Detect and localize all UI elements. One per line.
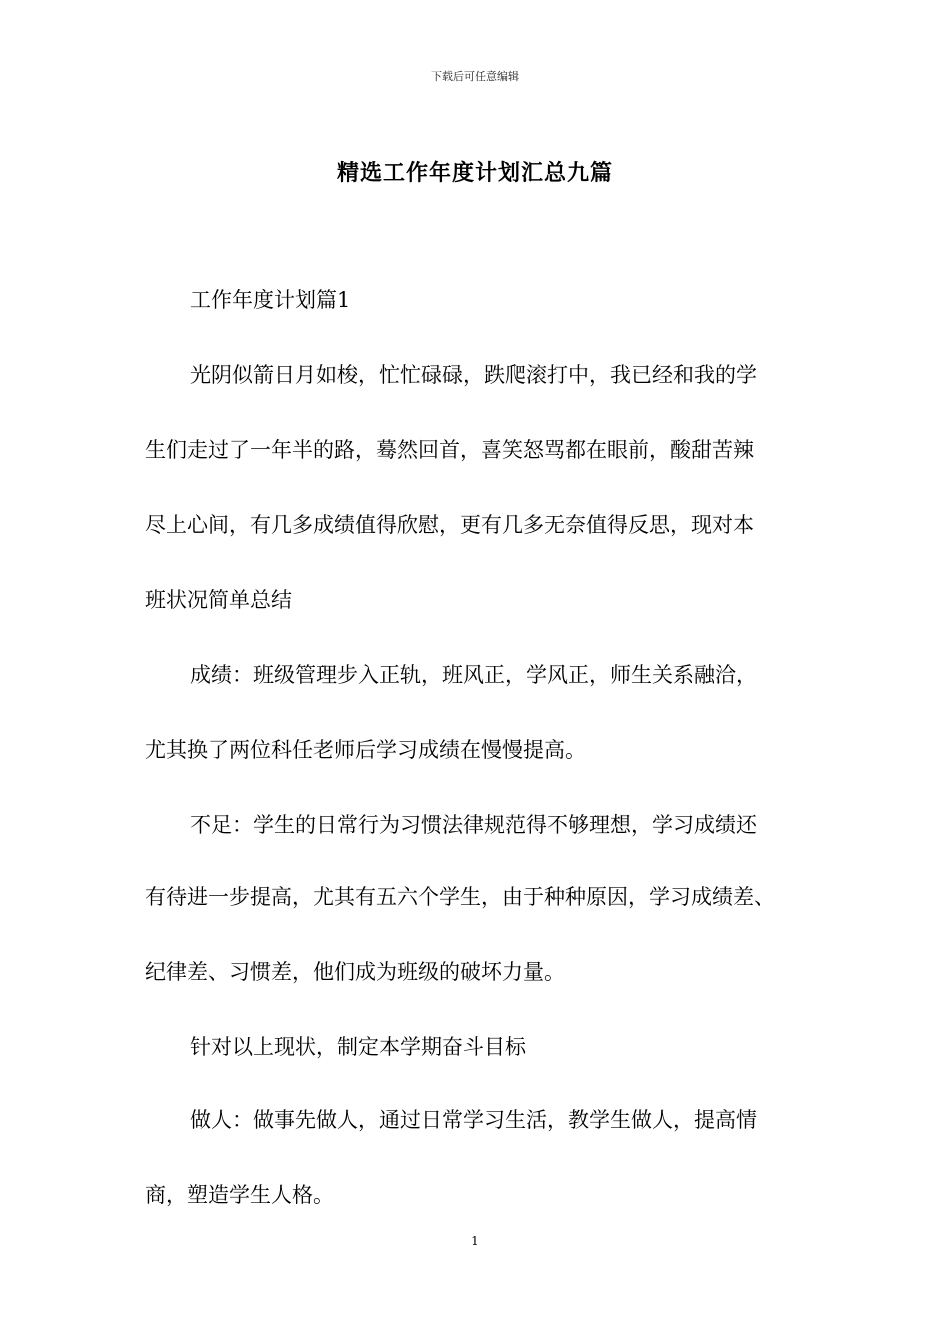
paragraph-line: 纪律差、习惯差，他们成为班级的破坏力量。 [145, 960, 565, 984]
paragraph-line: 班状况简单总结 [145, 588, 292, 612]
paragraph-line: 光阴似箭日月如梭，忙忙碌碌，跌爬滚打中，我已经和我的学 [190, 363, 757, 387]
paragraph-line: 商，塑造学生人格。 [145, 1183, 334, 1207]
document-title: 精选工作年度计划汇总九篇 [336, 160, 613, 186]
paragraph-line: 针对以上现状，制定本学期奋斗目标 [190, 1035, 526, 1059]
paragraph-line: 尤其换了两位科任老师后学习成绩在慢慢提高。 [145, 738, 586, 762]
paragraph-line: 有待进一步提高，尤其有五六个学生，由于种种原因，学习成绩差、 [145, 885, 775, 909]
paragraph-line: 尽上心间，有几多成绩值得欣慰，更有几多无奈值得反思，现对本 [145, 513, 754, 537]
paragraph-line: 生们走过了一年半的路，蓦然回首，喜笑怒骂都在眼前，酸甜苦辣 [145, 438, 754, 462]
paragraph-line: 不足：学生的日常行为习惯法律规范得不够理想，学习成绩还 [190, 813, 757, 837]
paragraph-line: 成绩：班级管理步入正轨，班风正，学风正，师生关系融洽， [190, 663, 757, 687]
page-number: 1 [471, 1234, 479, 1248]
page-header: 下载后可任意编辑 [431, 70, 519, 83]
paragraph-line: 做人：做事先做人，通过日常学习生活，教学生做人，提高情 [190, 1108, 757, 1132]
section-heading: 工作年度计划篇1 [190, 288, 351, 312]
